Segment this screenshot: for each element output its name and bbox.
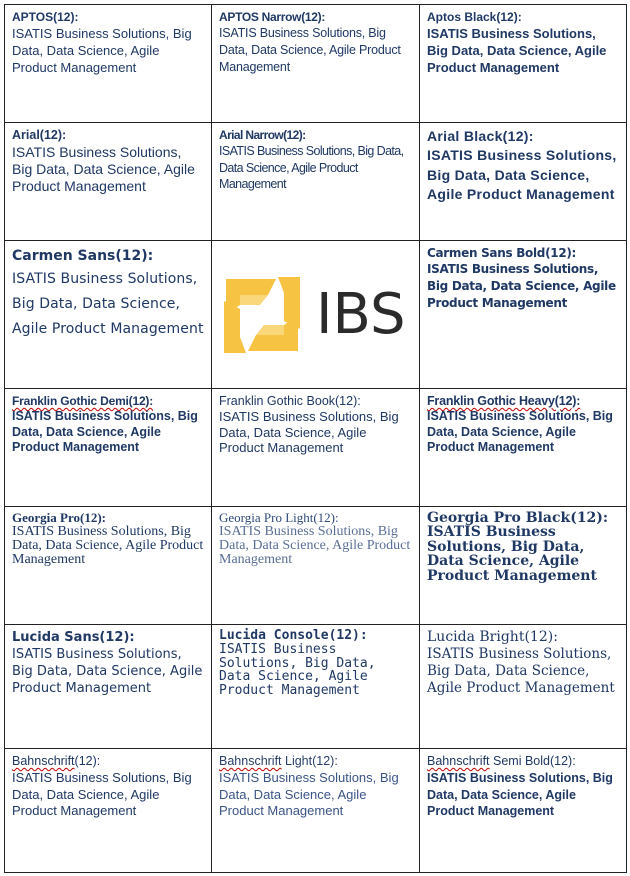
cell-franklin-gothic-demi: [5, 389, 212, 507]
cell-franklin-gothic-heavy: [420, 389, 627, 507]
sample-text: ISATIS Business Solutions, Big Data, Data Science, Agile Product Management: [427, 147, 617, 202]
sample-text: ISATIS Business Solutions, Big Data, Data Science, Agile Product Management: [219, 144, 404, 191]
font-sample-table: [4, 4, 627, 873]
cell-carmen-sans-bold: [420, 241, 627, 389]
sample-text: ISATIS Business Solutions, Big Data, Data Science, Agile Product Management: [12, 770, 192, 818]
logo-text: IBS: [316, 281, 406, 347]
font-heading: Arial Black(12):: [427, 128, 534, 144]
font-heading: Arial Narrow(12):: [219, 128, 306, 142]
sample-text: ISATIS Business Solutions, Big Data, Data Science, Agile Product Management: [12, 647, 203, 696]
sample-text: ISATIS Business Solutions, Big Data, Data Science, Agile Product Management: [427, 524, 597, 584]
cell-carmen-sans: [5, 241, 212, 389]
font-heading-suffix: Semi Bold(12):: [489, 754, 576, 768]
font-heading: Franklin Gothic Heavy(12):: [427, 394, 581, 408]
cell-georgia-pro-black: [420, 507, 627, 625]
sample-text: ISATIS Business Solutions, Big Data, Data Science, Agile Product Management: [219, 770, 399, 818]
ibs-logo: [212, 275, 419, 355]
sample-text: ISATIS Business Solutions, Big Data, Data Science, Agile Product Management: [427, 771, 613, 818]
font-heading: APTOS(12):: [12, 10, 79, 24]
cell-georgia-pro-light: [212, 507, 420, 625]
cell-logo: [212, 241, 420, 389]
cell-georgia-pro: [5, 507, 212, 625]
sample-text: ISATIS Business Solutions, Big Data, Data Science, Agile Product Management: [219, 642, 376, 698]
font-heading: Georgia Pro(12):: [12, 510, 106, 525]
font-heading-name: Bahnschrift: [427, 754, 490, 768]
cell-bahnschrift-light: [212, 749, 420, 873]
sample-text: ISATIS Business Solutions, Big Data, Data Science, Agile Product Management: [427, 409, 613, 454]
cell-aptos-narrow: [212, 5, 420, 123]
sample-text: ISATIS Business Solutions, Big Data, Data Science, Agile Product Management: [219, 26, 401, 74]
sample-text: ISATIS Business Solutions, Big Data, Data Science, Agile Product Management: [427, 646, 615, 696]
ibs-logo-mark-icon: [220, 275, 304, 355]
font-heading: Aptos Black(12):: [427, 10, 522, 24]
font-heading: Arial(12):: [12, 128, 67, 142]
cell-bahnschrift: [5, 749, 212, 873]
font-heading: Franklin Gothic Book(12):: [219, 394, 361, 408]
cell-aptos-black: [420, 5, 627, 123]
font-heading-name: Bahnschrift: [12, 754, 75, 768]
font-heading: Lucida Console(12):: [219, 628, 368, 643]
sample-text: ISATIS Business Solutions, Big Data, Data Science, Agile Product Management: [12, 409, 198, 454]
sample-text: ISATIS Business Solutions, Big Data, Data Science, Agile Product Management: [219, 409, 399, 455]
font-heading: Lucida Bright(12):: [427, 629, 558, 645]
font-heading: Georgia Pro Black(12):: [427, 510, 609, 526]
sample-text: ISATIS Business Solutions, Big Data, Data Science, Agile Product Management: [427, 262, 616, 310]
font-heading-suffix: Light(12):: [281, 754, 338, 768]
font-heading-suffix: (12):: [74, 754, 101, 768]
font-heading: [427, 753, 620, 770]
cell-arial: [5, 123, 212, 241]
cell-arial-narrow: [212, 123, 420, 241]
sample-text: ISATIS Business Solutions, Big Data, Data Science, Agile Product Management: [219, 524, 411, 567]
font-heading: APTOS Narrow(12):: [219, 10, 326, 24]
cell-franklin-gothic-book: [212, 389, 420, 507]
sample-text: ISATIS Business Solutions, Big Data, Data Science, Agile Product Management: [12, 144, 195, 194]
cell-aptos: [5, 5, 212, 123]
font-heading: [219, 753, 413, 770]
cell-lucida-console: [212, 625, 420, 749]
font-heading: Georgia Pro Light(12):: [219, 510, 339, 525]
cell-lucida-sans: [5, 625, 212, 749]
font-heading-name: Bahnschrift: [219, 754, 282, 768]
cell-arial-black: [420, 123, 627, 241]
cell-lucida-bright: [420, 625, 627, 749]
sample-text: ISATIS Business Solutions, Big Data, Data Science, Agile Product Management: [12, 271, 204, 337]
font-heading: Carmen Sans(12):: [12, 248, 154, 264]
cell-bahnschrift-semi-bold: [420, 749, 627, 873]
font-heading: Lucida Sans(12):: [12, 630, 135, 645]
sample-text: ISATIS Business Solutions, Big Data, Data Science, Agile Product Management: [12, 26, 192, 75]
font-heading: Franklin Gothic Demi(12):: [12, 394, 154, 408]
sample-text: ISATIS Business Solutions, Big Data, Data Science, Agile Product Management: [427, 26, 607, 75]
font-heading: [12, 753, 205, 770]
sample-text: ISATIS Business Solutions, Big Data, Data Science, Agile Product Management: [12, 524, 204, 567]
font-heading: Carmen Sans Bold(12):: [427, 246, 577, 260]
